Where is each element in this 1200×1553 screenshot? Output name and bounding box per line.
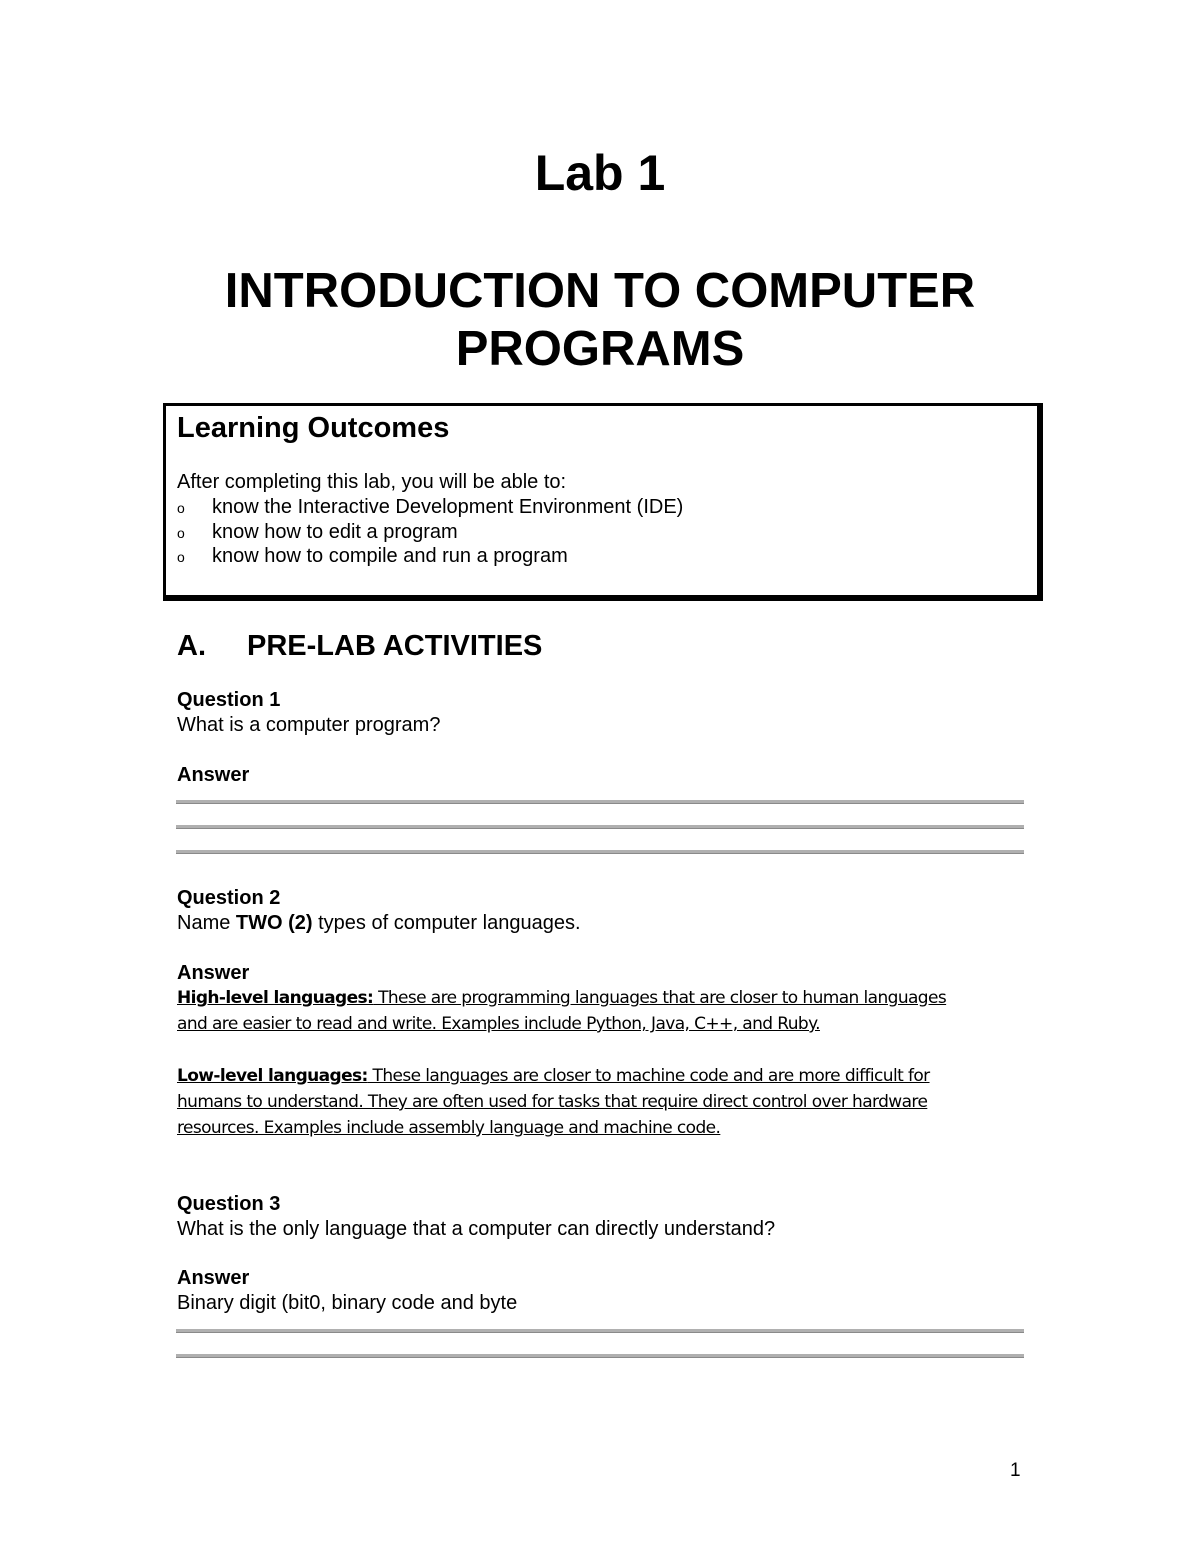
document-title-line-1: INTRODUCTION TO COMPUTER [224,264,976,318]
bullet-icon: o [177,500,185,516]
section-heading [177,628,542,664]
question-2-text [177,911,581,936]
learning-outcome-item [177,520,458,546]
learning-outcomes-heading: Learning Outcomes [177,412,450,444]
lab-number-title: Lab 1 [534,145,666,201]
question-3-label: Question 3 [177,1193,281,1215]
question-1-label: Question 1 [177,689,281,711]
document-title [0,262,1200,378]
answer-low-level-line-2: humans to understand. They are often used for tasks that require direct control over hardware [177,1092,928,1112]
question-1-answer-label: Answer [177,764,250,786]
bullet-icon: o [177,549,185,565]
learning-outcome-text: know the Interactive Development Environment (IDE) [212,496,684,518]
learning-outcome-item [177,544,568,570]
section-title: PRE-LAB ACTIVITIES [247,630,543,662]
answer-term: High-level languages: [177,988,374,1008]
learning-outcome-text: know how to edit a program [212,521,458,543]
bullet-icon: o [177,525,185,541]
learning-outcome-item [177,495,683,521]
question-2-answer-label: Answer [177,962,250,984]
answer-high-level-line-2: and are easier to read and write. Examples include Python, Java, C++, and Ruby. [177,1014,820,1034]
answer-high-level-line-1 [177,985,1027,1011]
question-3-answer-text: Binary digit (bit0, binary code and byte [177,1292,518,1314]
question-2-text-prefix: Name [177,912,236,934]
question-2-text-suffix: types of computer languages. [312,912,581,934]
answer-line [176,825,1024,829]
answer-text: These languages are closer to machine code and are more difficult for [367,1066,930,1086]
section-letter: A. [177,630,206,662]
question-2-label: Question 2 [177,887,281,909]
document-title-line-2: PROGRAMS [455,322,745,376]
answer-line [176,800,1024,804]
learning-outcomes-intro: After completing this lab, you will be able to: [177,471,567,493]
question-3-text: What is the only language that a computer can directly understand? [177,1218,776,1240]
answer-low-level-line-3: resources. Examples include assembly language and machine code. [177,1118,721,1138]
answer-line [176,1329,1024,1333]
question-3-answer-label: Answer [177,1267,250,1289]
answer-low-level-line-1 [177,1063,1027,1089]
learning-outcome-text: know how to compile and run a program [212,545,568,567]
answer-line [176,850,1024,854]
page-number: 1 [1010,1460,1021,1481]
answer-line [176,1354,1024,1358]
question-2-text-bold: TWO (2) [235,912,313,934]
question-1-text: What is a computer program? [177,714,441,736]
answer-term: Low-level languages: [177,1066,368,1086]
answer-text: These are programming languages that are closer to human languages [373,988,947,1008]
